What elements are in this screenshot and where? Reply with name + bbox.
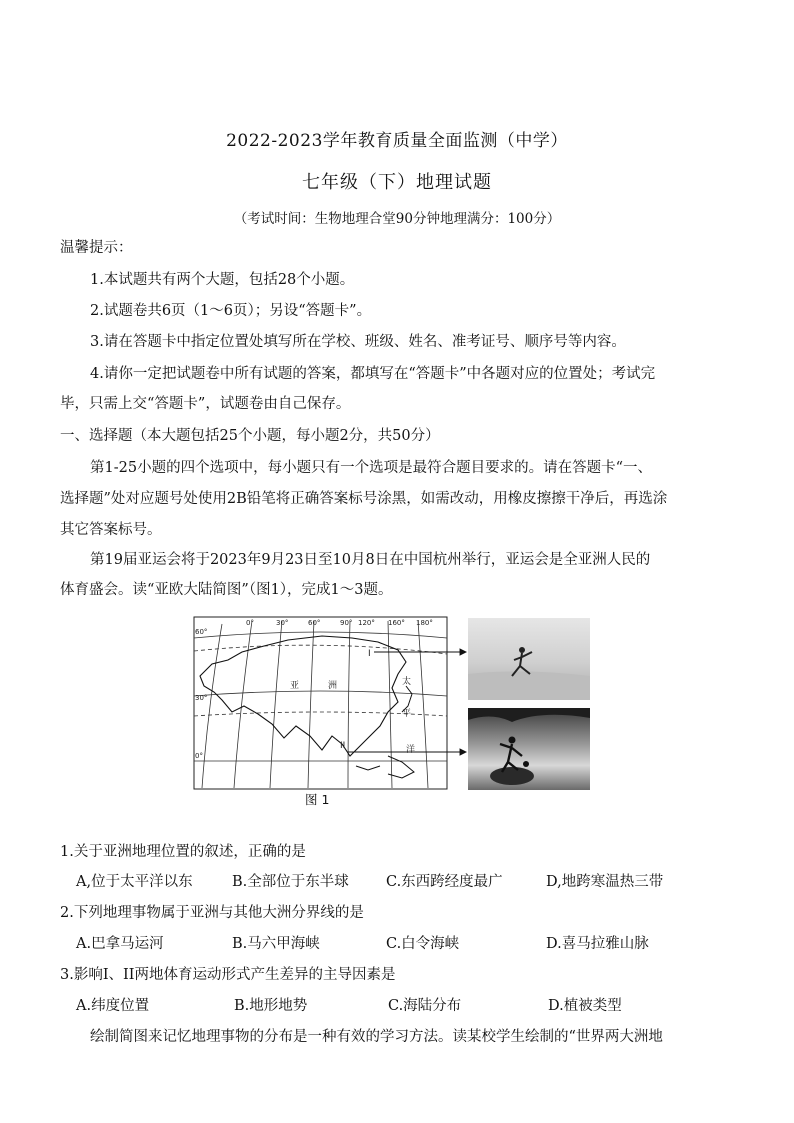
tip-item: 1.本试题共有两个大题，包括28个小题。	[90, 272, 355, 288]
option-a: A,位于太平洋以东	[76, 874, 193, 890]
option-a: A.巴拿马运河	[76, 936, 164, 952]
lon-label: 0°	[246, 619, 254, 627]
exam-title: 2022-2023学年教育质量全面监测（中学）	[226, 131, 568, 151]
marker-i: I	[368, 649, 371, 659]
map-label-asia: 洲	[328, 681, 338, 691]
lon-label: 30°	[276, 619, 289, 627]
instruction-line: 选择题”处对应题号处使用2B铅笔将正确答案标号涂黑，如需改动，用橡皮擦擦干净后，再选涂	[60, 491, 668, 507]
question-stem: 3.影响I、II两地体育运动形式产生差异的主导因素是	[60, 967, 396, 983]
exam-subtitle: 七年级（下）地理试题	[302, 172, 492, 193]
tips-heading: 温馨提示：	[60, 240, 133, 256]
map-label-asia: 亚	[290, 681, 300, 691]
option-b: B.马六甲海峡	[232, 936, 320, 952]
figure-caption: 图 1	[305, 792, 330, 807]
lon-label: 90°	[340, 619, 353, 627]
lat-label: 60°	[195, 628, 208, 636]
passage-line: 绘制简图来记忆地理事物的分布是一种有效的学习方法。读某校学生绘制的“世界两大洲地	[90, 1029, 663, 1045]
section-heading: 一、选择题（本大题包括25个小题，每小题2分，共50分）	[60, 428, 440, 444]
eurasia-map-figure	[192, 616, 592, 816]
option-a: A.纬度位置	[76, 998, 150, 1014]
option-c: C.东西跨经度最广	[386, 874, 503, 890]
instruction-line: 其它答案标号。	[60, 522, 162, 538]
option-b: B.地形地势	[234, 998, 308, 1014]
instruction-line: 第1-25小题的四个选项中，每小题只有一个选项是最符合题目要求的。请在答题卡“一、	[90, 460, 652, 476]
question-stem: 1.关于亚洲地理位置的叙述，正确的是	[60, 844, 306, 860]
option-d: D.喜马拉雅山脉	[546, 936, 649, 952]
option-d: D,地跨寒温热三带	[546, 874, 664, 890]
lat-label: 0°	[195, 752, 203, 760]
passage-line: 第19届亚运会将于2023年9月23日至10月8日在中国杭州举行，亚运会是全亚洲人民的	[90, 552, 651, 568]
tip-item: 毕，只需上交“答题卡”，试题卷由自己保存。	[60, 396, 351, 412]
lat-label: 30°	[195, 694, 208, 702]
marker-ii: II	[340, 741, 346, 751]
lon-label: 120°	[358, 619, 375, 627]
option-c: C.海陆分布	[388, 998, 462, 1014]
tip-item: 2.试题卷共6页（1～6页）；另设“答题卡”。	[90, 303, 372, 319]
sea-swimming-photo	[468, 708, 590, 790]
ice-skating-photo	[468, 618, 590, 700]
lon-label: 60°	[308, 619, 321, 627]
lon-label: 180°	[416, 619, 433, 627]
option-d: D.植被类型	[548, 998, 622, 1014]
option-b: B.全部位于东半球	[232, 874, 349, 890]
exam-info: （考试时间：生物地理合堂90分钟地理满分：100分）	[233, 211, 561, 227]
map-label-pacific: 洋	[406, 745, 416, 755]
question-stem: 2.下列地理事物属于亚洲与其他大洲分界线的是	[60, 905, 364, 921]
lon-label: 160°	[388, 619, 405, 627]
map-label-pacific: 平	[402, 709, 412, 719]
tip-item: 4.请你一定把试题卷中所有试题的答案，都填写在“答题卡”中各题对应的位置处；考试完	[90, 366, 656, 382]
tip-item: 3.请在答题卡中指定位置处填写所在学校、班级、姓名、准考证号、顺序号等内容。	[90, 334, 626, 350]
passage-line: 体育盛会。读“亚欧大陆简图”（图1），完成1～3题。	[60, 582, 393, 598]
option-c: C.白令海峡	[386, 936, 460, 952]
map-label-pacific: 太	[402, 677, 412, 687]
